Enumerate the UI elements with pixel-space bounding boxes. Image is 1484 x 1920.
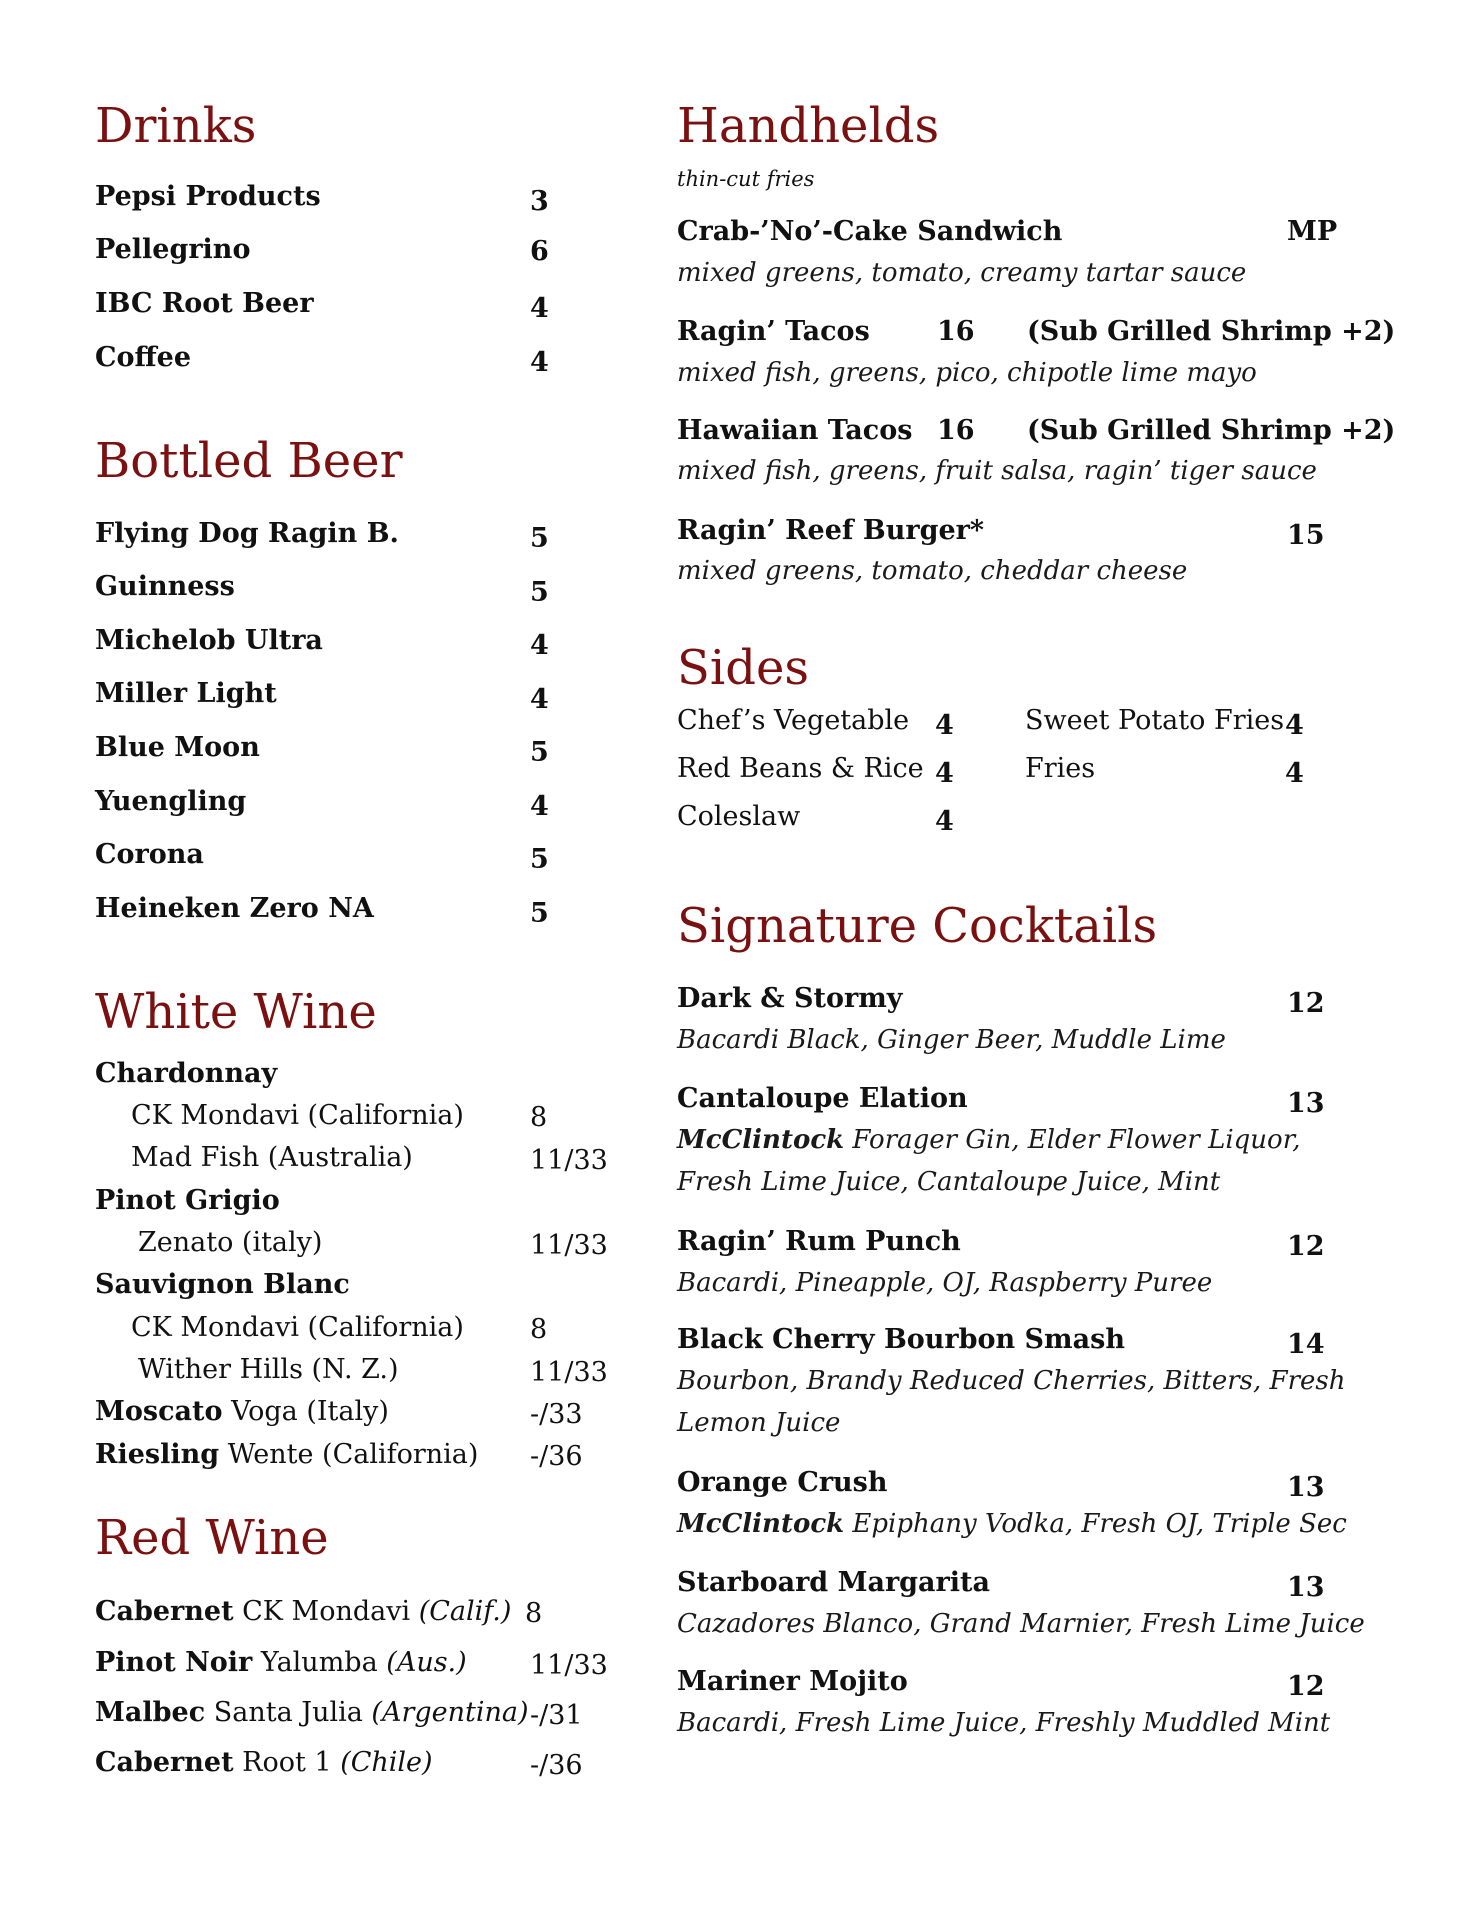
bottled-beer-heading: Bottled Beer [95,433,403,489]
cocktail-description [677,1511,1347,1537]
menu-item-addon: (Sub Grilled Shrimp +2) [1027,316,1396,347]
menu-item-description: mixed fish, greens, fruit salsa, ragin’ tiger sauce [677,456,1317,486]
menu-item-price: MP [1287,216,1338,247]
menu-item-name: Ragin’ Tacos [677,316,870,347]
wine-varietal: Cabernet [95,1747,234,1778]
wine-price: 11/33 [530,1650,608,1681]
wine-price: 11/33 [530,1230,608,1261]
wine-price: 11/33 [530,1145,608,1176]
menu-item-price: 6 [530,236,549,267]
side-item-price: 4 [1285,710,1304,741]
wine-varietal: Chardonnay [95,1058,278,1089]
cocktail-name: Starboard Margarita [677,1567,991,1598]
menu-item-name: Pepsi Products [95,181,321,212]
menu-item-name: Blue Moon [95,732,260,763]
wine-varietal: Moscato [95,1396,223,1427]
wine-varietal: Pinot Grigio [95,1185,280,1216]
menu-item-description: mixed greens, tomato, creamy tartar sauce [677,258,1247,288]
cocktail-description: Fresh Lime Juice, Cantaloupe Juice, Mint [677,1167,1221,1197]
menu-item-name: Flying Dog Ragin B. [95,518,399,549]
wine-name: Root 1 [242,1747,332,1778]
handhelds-note: thin-cut fries [677,167,815,191]
menu-item-name: Yuengling [95,786,247,817]
side-item-name: Fries [1025,753,1096,784]
menu-item-price: 5 [530,737,549,768]
sides-heading: Sides [677,640,809,696]
cocktail-name: Ragin’ Rum Punch [677,1226,961,1257]
side-item-price: 4 [935,710,954,741]
cocktail-name: Orange Crush [677,1467,888,1498]
menu-item-name: Pellegrino [95,234,251,265]
cocktail-description-text: Forager Gin, Elder Flower Liquor, [844,1125,1301,1155]
red-wine-line [95,1649,467,1676]
menu-item-price: 4 [530,293,549,324]
side-item-name: Coleslaw [677,801,801,832]
cocktail-price: 13 [1287,1472,1325,1503]
menu-item-name: Hawaiian Tacos [677,415,913,446]
red-wine-heading: Red Wine [95,1510,329,1566]
wine-region: (Aus.) [386,1647,467,1678]
wine-varietal: Cabernet [95,1596,234,1627]
wine-price: -/36 [530,1750,583,1781]
menu-item-price: 15 [1287,520,1325,551]
cocktail-description: Bacardi, Fresh Lime Juice, Freshly Muddled Mint [677,1708,1331,1738]
cocktail-description: Bacardi, Pineapple, OJ, Raspberry Puree [677,1268,1213,1298]
cocktail-description: Bourbon, Brandy Reduced Cherries, Bitters, Fresh [677,1366,1346,1396]
menu-item-name: Miller Light [95,678,277,709]
menu-item-addon: (Sub Grilled Shrimp +2) [1027,415,1396,446]
red-wine-line [95,1699,529,1726]
menu-item-price: 16 [937,316,975,347]
wine-name: Mad Fish (Australia) [131,1142,413,1173]
wine-varietal: Sauvignon Blanc [95,1269,350,1300]
cocktail-price: 14 [1287,1329,1325,1360]
wine-price: 8 [530,1102,548,1133]
wine-region: (Chile) [340,1747,433,1778]
cocktail-name: Cantaloupe Elation [677,1083,968,1114]
handhelds-heading: Handhelds [677,98,940,154]
menu-item-description: mixed fish, greens, pico, chipotle lime mayo [677,358,1257,388]
menu-item-price: 4 [530,684,549,715]
wine-name: CK Mondavi (California) [131,1312,464,1343]
red-wine-line [95,1749,433,1776]
drinks-heading: Drinks [95,98,257,154]
side-item-name: Sweet Potato Fries [1025,705,1285,736]
cocktail-name: Black Cherry Bourbon Smash [677,1324,1125,1355]
wine-line-moscato [95,1398,389,1425]
menu-item-price: 16 [937,415,975,446]
wine-line-riesling [95,1441,478,1468]
menu-item-description: mixed greens, tomato, cheddar cheese [677,556,1188,586]
wine-price: -/33 [530,1399,583,1430]
menu-item-name: Michelob Ultra [95,625,323,656]
wine-name: Yalumba [260,1647,378,1678]
wine-varietal: Riesling [95,1439,220,1470]
wine-name: Wente (California) [227,1439,479,1470]
wine-varietal: Malbec [95,1697,206,1728]
white-wine-heading: White Wine [95,984,377,1040]
cocktail-price: 13 [1287,1572,1325,1603]
menu-item-price: 3 [530,186,549,217]
cocktail-brand: McClintock [677,1509,845,1539]
menu-item-name: Coffee [95,342,192,373]
cocktail-description: Lemon Juice [677,1408,841,1438]
menu-item-price: 5 [530,898,549,929]
menu-item-name: Guinness [95,571,235,602]
cocktail-name: Mariner Mojito [677,1666,908,1697]
side-item-name: Red Beans & Rice [677,753,924,784]
wine-name: Zenato (italy) [138,1227,323,1258]
red-wine-line [95,1598,511,1625]
side-item-price: 4 [935,758,954,789]
side-item-price: 4 [1285,758,1304,789]
wine-region: (Argentina) [371,1697,529,1728]
cocktail-description: Cazadores Blanco, Grand Marnier, Fresh Lime Juice [677,1609,1365,1639]
cocktail-brand: McClintock [677,1125,845,1155]
cocktail-price: 12 [1287,1671,1325,1702]
cocktails-heading: Signature Cocktails [677,898,1158,954]
menu-item-price: 4 [530,347,549,378]
menu-item-price: 5 [530,577,549,608]
wine-name: CK Mondavi (California) [131,1100,464,1131]
wine-name: Wither Hills (N. Z.) [138,1354,399,1385]
menu-item-name: Heineken Zero NA [95,893,374,924]
side-item-name: Chef’s Vegetable [677,705,910,736]
wine-price: -/36 [530,1441,583,1472]
menu-item-name: Ragin’ Reef Burger* [677,515,985,546]
menu-item-price: 4 [530,630,549,661]
menu-item-name: IBC Root Beer [95,288,314,319]
cocktail-price: 12 [1287,988,1325,1019]
wine-price: -/31 [530,1700,583,1731]
wine-price: 8 [530,1314,548,1345]
wine-varietal: Pinot Noir [95,1647,253,1678]
menu-item-price: 5 [530,844,549,875]
wine-name: Santa Julia [213,1697,363,1728]
wine-name: Voga (Italy) [231,1396,389,1427]
cocktail-description [677,1127,1301,1153]
cocktail-name: Dark & Stormy [677,983,903,1014]
menu-item-name: Crab-’No’-Cake Sandwich [677,216,1063,247]
wine-region: (Calif.) [418,1596,512,1627]
cocktail-description: Bacardi Black, Ginger Beer, Muddle Lime [677,1025,1226,1055]
menu-item-price: 4 [530,791,549,822]
cocktail-price: 12 [1287,1231,1325,1262]
wine-price: 8 [525,1598,543,1629]
cocktail-description-text: Epiphany Vodka, Fresh OJ, Triple Sec [844,1509,1347,1539]
wine-name: CK Mondavi [242,1596,411,1627]
menu-item-name: Corona [95,839,204,870]
menu-item-price: 5 [530,523,549,554]
side-item-price: 4 [935,806,954,837]
cocktail-price: 13 [1287,1088,1325,1119]
wine-price: 11/33 [530,1357,608,1388]
